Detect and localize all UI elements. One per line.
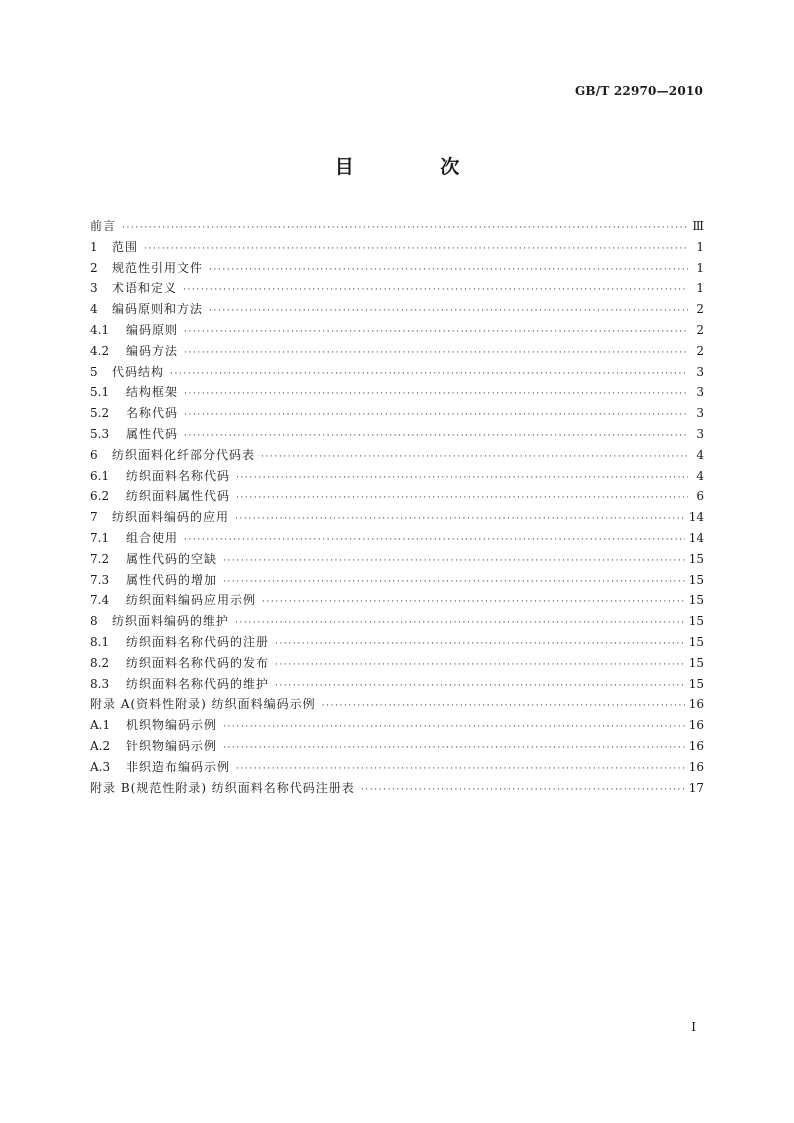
toc-entry-page: 16: [688, 759, 704, 774]
toc-leader-dots: [183, 280, 688, 299]
toc-entry-label: 结构框架: [126, 385, 179, 400]
toc-entry-label: 附录 A(资料性附录) 纺织面料编码示例: [90, 697, 316, 712]
toc-entry[interactable]: [90, 362, 704, 383]
toc-entry[interactable]: [90, 632, 704, 653]
toc-entry[interactable]: [90, 278, 704, 299]
toc-entry-page: 1: [696, 260, 704, 275]
toc-leader-dots: [184, 530, 685, 549]
toc-entry-page: 3: [696, 406, 704, 421]
toc-entry[interactable]: [90, 507, 704, 528]
toc-entry-number: 5: [90, 364, 98, 379]
toc-leader-dots: [122, 218, 688, 237]
toc-entry-label: 编码方法: [126, 343, 179, 358]
toc-entry-number: 5.3: [90, 426, 110, 441]
toc-entry-number: 8: [90, 614, 98, 629]
toc-leader-dots: [184, 322, 688, 341]
page-number: I: [691, 1020, 696, 1034]
toc-entry-page: Ⅲ: [692, 219, 704, 233]
toc-entry-page: 15: [688, 655, 704, 670]
standard-number: GB/T 22970—2010: [574, 84, 703, 98]
toc-leader-dots: [235, 509, 685, 528]
toc-leader-dots: [361, 780, 685, 799]
toc-entry-number: 4.1: [90, 322, 110, 337]
toc-entry[interactable]: [90, 715, 704, 736]
toc-leader-dots: [223, 572, 685, 591]
toc-entry[interactable]: [90, 549, 704, 570]
toc-entry-label: 术语和定义: [112, 281, 178, 296]
toc-entry-number: 5.1: [90, 385, 110, 400]
toc-entry-label: 编码原则: [126, 322, 179, 337]
toc-leader-dots: [236, 759, 685, 778]
toc-entry-number: 6: [90, 447, 98, 462]
toc-entry-page: 16: [688, 718, 704, 733]
toc-entry-label: 纺织面料名称代码的注册: [126, 634, 270, 649]
toc-entry-number: 4: [90, 302, 98, 317]
toc-entry-number: 7.2: [90, 551, 110, 566]
toc-entry-label: 代码结构: [112, 364, 165, 379]
toc-leader-dots: [209, 260, 688, 279]
toc-entry-page: 15: [688, 572, 704, 587]
toc-entry-label: 属性代码: [126, 426, 179, 441]
toc-leader-dots: [235, 613, 685, 632]
toc-entry-label: 针织物编码示例: [126, 738, 218, 753]
toc-leader-dots: [184, 343, 688, 362]
toc-entry-number: A.3: [90, 759, 111, 774]
toc-entry[interactable]: [90, 445, 704, 466]
toc-entry-page: 14: [688, 530, 704, 545]
toc-entry-label: 纺织面料化纤部分代码表: [112, 447, 256, 462]
toc-leader-dots: [275, 655, 685, 674]
toc-leader-dots: [184, 426, 688, 445]
toc-entry-label: 前言: [90, 219, 117, 233]
toc-entry-page: 15: [688, 593, 704, 608]
table-of-contents: [90, 216, 704, 798]
toc-entry-page: 1: [696, 281, 704, 296]
toc-entry-label: 名称代码: [126, 406, 179, 421]
toc-entry-page: 6: [696, 489, 704, 504]
toc-entry-page: 15: [688, 676, 704, 691]
toc-entry-number: 1: [90, 239, 98, 254]
toc-entry[interactable]: [90, 237, 704, 258]
toc-entry-number: 2: [90, 260, 98, 275]
toc-entry-label: 范围: [112, 239, 139, 254]
toc-entry-label: 规范性引用文件: [112, 260, 204, 275]
toc-entry-label: 纺织面料名称代码的维护: [126, 676, 270, 691]
toc-entry[interactable]: [90, 590, 704, 611]
toc-entry-label: 属性代码的空缺: [126, 551, 218, 566]
toc-entry[interactable]: [90, 694, 704, 715]
toc-leader-dots: [275, 676, 685, 695]
toc-leader-dots: [184, 384, 688, 403]
toc-leader-dots: [261, 447, 688, 466]
toc-entry-label: 机织物编码示例: [126, 718, 218, 733]
toc-leader-dots: [275, 634, 685, 653]
toc-entry-label: 编码原则和方法: [112, 302, 204, 317]
toc-entry[interactable]: [90, 778, 704, 799]
toc-entry-label: 纺织面料编码的应用: [112, 510, 230, 525]
toc-entry-label: 纺织面料名称代码的发布: [126, 655, 270, 670]
toc-entry-page: 17: [688, 780, 704, 795]
toc-entry-number: 6.2: [90, 489, 110, 504]
toc-leader-dots: [223, 551, 685, 570]
toc-leader-dots: [322, 696, 685, 715]
toc-entry-page: 3: [696, 426, 704, 441]
toc-leader-dots: [223, 738, 685, 757]
toc-entry[interactable]: [90, 258, 704, 279]
toc-entry-page: 4: [696, 468, 704, 483]
toc-entry[interactable]: [90, 299, 704, 320]
toc-entry[interactable]: [90, 674, 704, 695]
toc-entry-page: 16: [688, 738, 704, 753]
toc-entry-number: A.1: [90, 718, 111, 733]
toc-entry-label: 附录 B(规范性附录) 纺织面料名称代码注册表: [90, 780, 355, 795]
toc-entry-page: 16: [688, 697, 704, 712]
toc-entry[interactable]: [90, 486, 704, 507]
toc-entry-page: 3: [696, 364, 704, 379]
toc-leader-dots: [262, 592, 685, 611]
toc-leader-dots: [236, 488, 688, 507]
toc-entry[interactable]: [90, 382, 704, 403]
toc-leader-dots: [209, 301, 688, 320]
toc-entry-number: 7.3: [90, 572, 110, 587]
toc-entry-label: 纺织面料编码的维护: [112, 614, 230, 629]
toc-leader-dots: [170, 364, 688, 383]
toc-entry-label: 纺织面料名称代码: [126, 468, 231, 483]
toc-entry[interactable]: [90, 528, 704, 549]
toc-entry-number: 8.3: [90, 676, 110, 691]
toc-leader-dots: [223, 717, 685, 736]
toc-entry[interactable]: [90, 466, 704, 487]
toc-entry-page: 2: [696, 302, 704, 317]
toc-entry-page: 2: [696, 343, 704, 358]
toc-entry-page: 15: [688, 551, 704, 566]
toc-entry[interactable]: [90, 320, 704, 341]
toc-entry-label: 纺织面料属性代码: [126, 489, 231, 504]
toc-entry-number: A.2: [90, 738, 111, 753]
toc-leader-dots: [144, 239, 688, 258]
toc-entry[interactable]: [90, 736, 704, 757]
toc-entry[interactable]: [90, 341, 704, 362]
toc-entry[interactable]: [90, 757, 704, 778]
toc-entry-number: 8.1: [90, 634, 110, 649]
toc-entry-label: 属性代码的增加: [126, 572, 218, 587]
toc-entry[interactable]: [90, 216, 704, 237]
toc-entry-number: 7.1: [90, 530, 110, 545]
toc-entry-page: 2: [696, 322, 704, 337]
toc-entry-number: 6.1: [90, 468, 110, 483]
toc-entry[interactable]: [90, 653, 704, 674]
toc-entry-number: 4.2: [90, 343, 110, 358]
toc-entry[interactable]: [90, 403, 704, 424]
toc-entry-label: 非织造布编码示例: [126, 759, 231, 774]
toc-leader-dots: [184, 405, 688, 424]
toc-entry-number: 5.2: [90, 406, 110, 421]
toc-entry-label: 组合使用: [126, 530, 179, 545]
toc-entry-number: 8.2: [90, 655, 110, 670]
toc-entry-page: 3: [696, 385, 704, 400]
toc-entry-number: 7: [90, 510, 98, 525]
toc-entry-label: 纺织面料编码应用示例: [126, 593, 257, 608]
toc-leader-dots: [236, 468, 688, 487]
toc-entry-page: 14: [688, 510, 704, 525]
toc-entry-number: 7.4: [90, 593, 110, 608]
toc-entry-page: 15: [688, 634, 704, 649]
toc-entry-page: 15: [688, 614, 704, 629]
toc-entry[interactable]: [90, 570, 704, 591]
toc-entry[interactable]: [90, 611, 704, 632]
toc-entry-page: 4: [696, 447, 704, 462]
toc-entry[interactable]: [90, 424, 704, 445]
toc-entry-page: 1: [696, 239, 704, 254]
page-title: 目 次: [334, 156, 500, 178]
toc-entry-number: 3: [90, 281, 98, 296]
